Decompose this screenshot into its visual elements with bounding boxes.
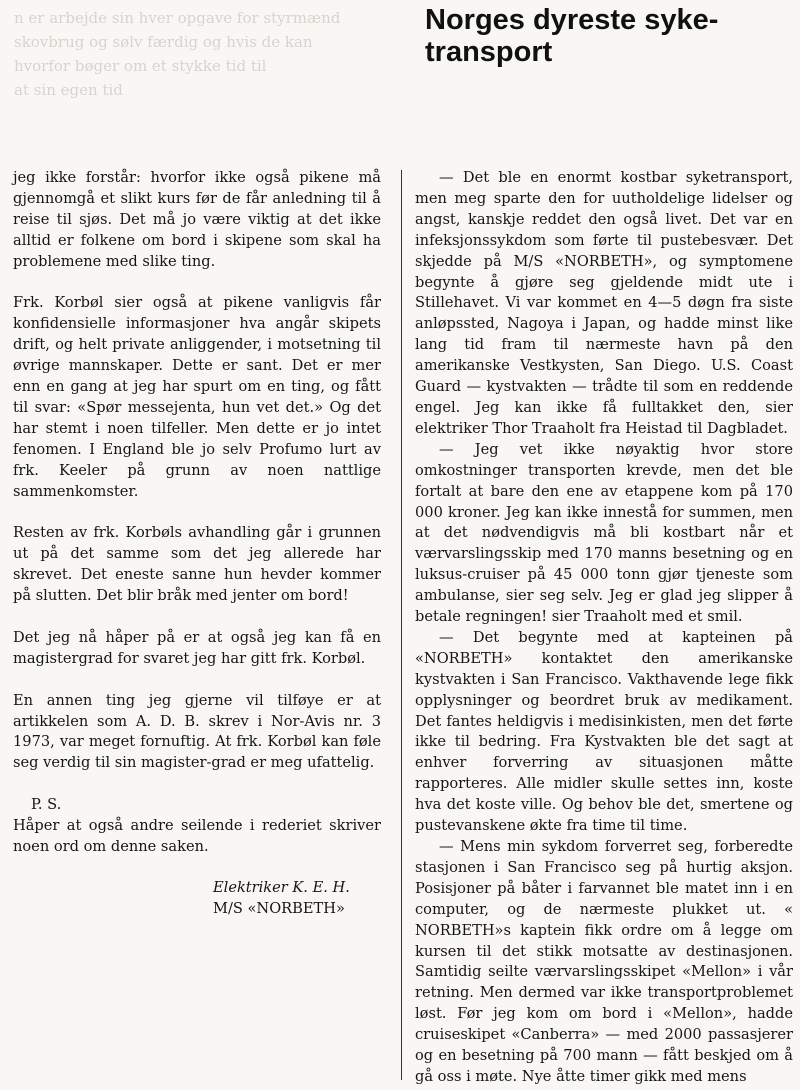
article-paragraph: — Det begynte med at kapteinen på «NORBETH» kontaktet den amerikanske kystvakten i San Francisco. Vakthavende lege fikk opplysninger og beordret bruk av medikament. Det fantes heldigvis i medisinkisten, men det førte ikke til bedring. Fra Kystvakten ble det sagt at enhver forverring av situasjonen måtte rapporteres. Alle midler skulle settes inn, koste hva det koste ville. Og behov ble det, smertene og pustevanskene økte fra time til time. (415, 628, 793, 835)
bleed-through-text (0, 0, 400, 108)
bleed-line: skovbrug og sølv færdig og hvis de kan (14, 33, 313, 51)
left-column (13, 168, 381, 920)
article-headline: Norges dyreste syke-transport (425, 4, 719, 68)
right-column (415, 168, 793, 1088)
column-divider (401, 170, 402, 1080)
signature-name: Elektriker K. E. H. (213, 878, 350, 896)
postscript (13, 795, 381, 858)
ps-label: P. S. (31, 796, 62, 814)
bleed-line: n er arbejde sin hver opgave for styrmænd (14, 9, 341, 27)
letter-paragraph: Frk. Korbøl sier også at pikene vanligvis får konfidensielle informasjoner hva angår skipets drift, og helt private anliggender, i motsetning til øvrige mannskaper. Dette er sant. Det er mer enn en gang at jeg har spurt om en ting, og fått til svar: «Spør messejenta, hun vet det.» Og det har stemt i noen tilfeller. Men dette er jo intet fenomen. I England ble jo selv Profumo lurt av frk. Keeler på grunn av noen nattlige sammenkomster. (13, 294, 381, 500)
letter-paragraph: jeg ikke forstår: hvorfor ikke også pikene må gjennomgå et slikt kurs før de får anledning til å reise til sjøs. Det må jo være viktig at det ikke alltid er folkene om bord i skipene som skal ha problemene med slike ting. (13, 169, 381, 270)
letter-paragraph: Resten av frk. Korbøls avhandling går i grunnen ut på det samme som det jeg allerede har skrevet. Det eneste sanne hun hevder kommer på slutten. Det blir bråk med jenter om bord! (13, 524, 381, 605)
article-paragraph: — Jeg vet ikke nøyaktig hvor store omkostninger transporten krevde, men det ble fortalt at bare den ene av etappene kom på 170 000 kroner. Jeg kan ikke innestå for summen, men at det nødvendigvis må bli kostbart når et værvarslingsskip med 170 manns besetning og en luksus-cruiser på 45 000 tonn gjør tjeneste som ambulanse, sier seg selv. Jeg er glad jeg slipper å betale regningen! sier Traaholt med et smil. (415, 440, 793, 626)
signature-ship: M/S «NORBETH» (213, 899, 345, 917)
letter-paragraph: En annen ting jeg gjerne vil tilføye er at artikkelen som A. D. B. skrev i Nor-Avis nr. 3 1973, var meget fornuftig. At frk. Korbøl kan føle seg verdig til sin magister-grad er meg ufattelig. (13, 691, 381, 772)
letter-paragraph: Det jeg nå håper på er at også jeg kan få en magistergrad for svaret jeg har gitt frk. Korbøl. (13, 628, 381, 667)
bleed-line: at sin egen tid (14, 81, 123, 99)
article-paragraph: — Mens min sykdom forverret seg, forberedte stasjonen i San Francisco seg på hurtig aksjon. Posisjoner på båter i farvannet ble matet inn i en computer, og de nærmeste plukket ut. « NORBETH»s kaptein fikk ordre om å legge om kursen til det stikk motsatte av destinasjonen. Samtidig seilte værvarslingsskipet «Mellon» i vår retning. Men dermed var ikke transportproblemet løst. Før jeg kom om bord i «Mellon», hadde cruiseskipet «Canberra» — med 2000 passasjerer og en besetning på 700 mann — fått beskjed om å gå oss i møte. Nye åtte timer gikk med mens (415, 838, 793, 1085)
signature (13, 878, 381, 920)
ps-text: Håper at også andre seilende i rederiet skriver noen ord om denne saken. (13, 817, 381, 855)
bleed-line: hvorfor bøger om et stykke tid til (14, 57, 267, 75)
article-paragraph: — Det ble en enormt kostbar syketransport, men meg sparte den for uutholdelige lidelser og angst, kanskje reddet den også livet. Det var en infeksjonssykdom som førte til pustebesvær. Det skjedde på M/S «NORBETH», og symptomene begynte å gjøre seg gjeldende midt ute i Stillehavet. Vi var kommet en 4—5 døgn fra siste anløpssted, Nagoya i Japan, og hadde minst like lang tid fram til nærmeste havn på den amerikanske Vestkysten, San Diego. U.S. Coast Guard — kystvakten — trådte til som en reddende engel. Jeg kan ikke få fulltakket den, sier elektriker Thor Traaholt fra Heistad til Dagbladet. (415, 169, 793, 437)
